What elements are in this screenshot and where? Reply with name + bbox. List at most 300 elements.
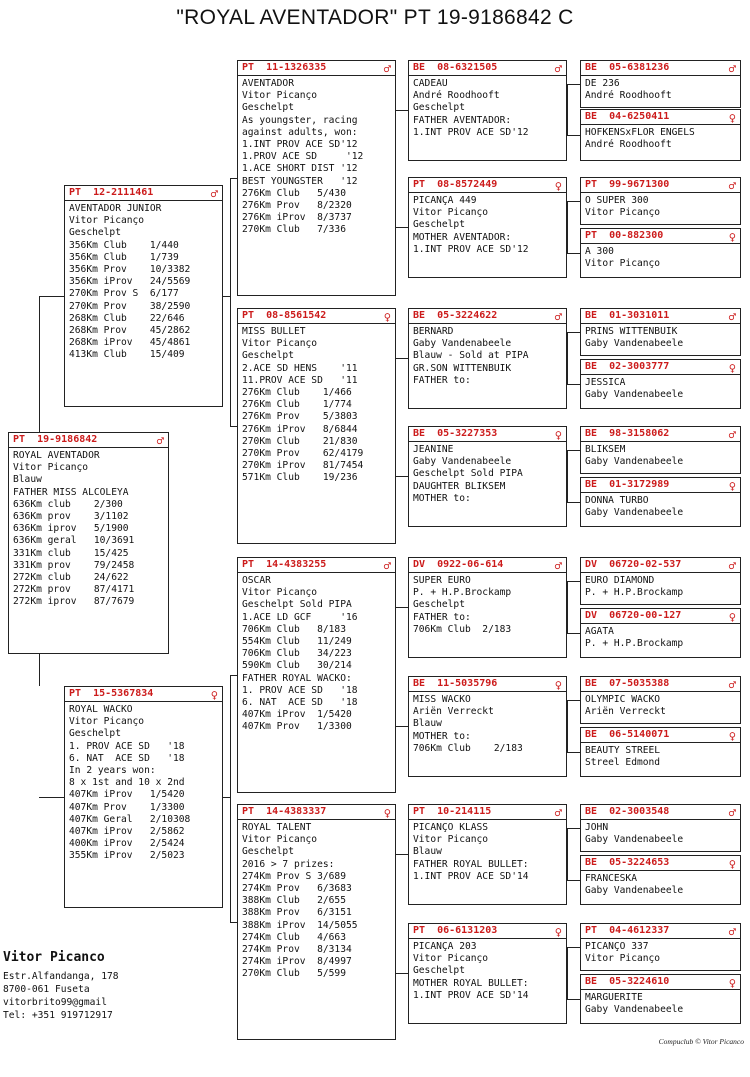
ring-number: BE 05-3227353 [413,428,498,440]
pedigree-card-mfmm [580,727,741,777]
connector-line [567,84,568,135]
ring-header [581,806,740,820]
pedigree-line: 270Km Club 21/830 [242,435,358,447]
pedigree-line: 274Km Club 4/663 [242,931,346,943]
pedigree-line: Geschelpt [69,227,121,239]
pedigree-line: Gaby Vandenabeele [585,507,684,519]
ring-header [9,434,168,448]
pedigree-card-fmff [580,308,741,356]
pedigree-line: Geschelpt [413,102,465,114]
male-icon: ♂ [728,427,736,442]
female-icon: ♀ [383,309,391,324]
pedigree-line: 1.INT PROV ACE SD'14 [413,870,529,882]
female-icon: ♀ [728,728,736,743]
male-icon: ♂ [554,309,562,324]
male-icon: ♂ [554,558,562,573]
pedigree-line: 272Km iprov 87/7679 [13,596,135,608]
pedigree-line: André Roodhooft [585,90,672,102]
connector-line [39,296,40,432]
pedigree-card-fmmf [580,426,741,474]
pedigree-card-ffm [408,177,567,278]
ring-header [581,230,740,244]
pedigree-line: 407Km Prov 1/3300 [69,801,185,813]
pedigree-line: Blauw [13,474,42,486]
ring-number: BE 05-6381236 [585,62,670,74]
pedigree-card-ffmf [580,177,741,225]
pedigree-line: 274Km Prov S 3/689 [242,870,346,882]
pedigree-line: Ariën Verreckt [585,706,666,718]
pedigree-line: 356Km Club 1/739 [69,251,179,263]
ring-number: PT 19-9186842 [13,434,98,446]
connector-line [567,135,580,136]
pedigree-line: 407Km Geral 2/10308 [69,813,191,825]
ring-number: BE 02-3003777 [585,361,670,373]
pedigree-line: Vitor Picanço [585,207,661,219]
male-icon: ♂ [554,61,562,76]
pedigree-line: 1. PROV ACE SD '18 [69,740,185,752]
connector-line [567,828,568,880]
ring-number: DV 06720-02-537 [585,559,682,571]
ring-header [409,428,566,442]
pedigree-line: FATHER to: [413,374,471,386]
pedigree-line: 276Km iProv 8/6844 [242,423,358,435]
pedigree-line: 407Km iProv 1/5420 [69,789,185,801]
pedigree-line: 400Km iProv 2/5424 [69,838,185,850]
pedigree-line: 270Km Prov 38/2590 [69,300,191,312]
ring-header [581,857,740,871]
pedigree-line: P. + H.P.Brockamp [585,638,684,650]
pedigree-line: 1.INT PROV ACE SD'14 [413,989,529,1001]
pedigree-line: 1.ACE SHORT DIST '12 [242,163,358,175]
pedigree-line: Blauw [413,846,442,858]
pigeon-name: MISS WACKO [413,694,471,705]
pedigree-line: 1. PROV ACE SD '18 [242,684,358,696]
pedigree-line: 331Km club 15/425 [13,547,129,559]
male-icon: ♂ [383,558,391,573]
female-icon: ♀ [554,427,562,442]
ring-header [409,559,566,573]
pedigree-line: 274Km Prov 6/3683 [242,883,352,895]
pedigree-line: 1.INT PROV ACE SD'12 [413,243,529,255]
pedigree-line: 1.INT PROV ACE SD'12 [413,126,529,138]
ring-number: BE 06-5140071 [585,729,670,741]
pedigree-card-mmfm [580,855,741,905]
connector-line [567,633,580,634]
ring-header [409,62,566,76]
pedigree-line: Gaby Vandenabeele [585,389,684,401]
pedigree-line: Gaby Vandenabeele [585,456,684,468]
pedigree-line: 356Km Club 1/440 [69,239,179,251]
pedigree-title: "ROYAL AVENTADOR" PT 19-9186842 C [176,6,574,29]
pedigree-line: 706Km Club 2/183 [413,742,523,754]
pedigree-line: Geschelpt [242,102,294,114]
ring-number: PT 10-214115 [413,806,492,818]
pedigree-line: 276Km Club 1/774 [242,399,352,411]
pedigree-line: André Roodhooft [413,90,500,102]
connector-line [39,797,64,798]
male-icon: ♂ [728,61,736,76]
female-icon: ♀ [554,677,562,692]
connector-line [567,332,568,384]
pedigree-line: 276Km iProv 8/3737 [242,212,352,224]
pedigree-card-mfff [580,557,741,605]
pedigree-line: MOTHER to: [413,730,471,742]
pedigree-card-fmfm [580,359,741,409]
pedigree-line: 6. NAT ACE SD '18 [242,697,358,709]
ring-header [65,187,222,201]
pigeon-name: O SUPER 300 [585,195,649,206]
pedigree-line: 270Km Club 5/599 [242,968,346,980]
connector-line [567,752,580,753]
pedigree-line: BEST YOUNGSTER '12 [242,175,358,187]
ring-header [581,62,740,76]
ring-number: PT 00-882300 [585,230,664,242]
pedigree-line: Vitor Picanço [585,953,661,965]
pedigree-line: 636Km iprov 5/1900 [13,523,129,535]
connector-line [39,296,64,297]
pedigree-line: Vitor Picanço [242,338,318,350]
pedigree-line: 356Km Prov 10/3382 [69,264,191,276]
connector-line [567,84,580,85]
pedigree-line: 388Km Club 2/655 [242,895,346,907]
connector-line [396,607,408,608]
female-icon: ♀ [728,478,736,493]
pedigree-line: 272Km prov 87/4171 [13,584,135,596]
pedigree-line: 11.PROV ACE SD '11 [242,374,358,386]
pedigree-line: 1.INT PROV ACE SD'12 [242,139,358,151]
female-icon: ♀ [728,609,736,624]
pedigree-line: FATHER MISS ALCOLEYA [13,486,129,498]
connector-line [567,947,580,948]
pedigree-line: Gaby Vandenabeele [413,338,512,350]
pedigree-card-fm [237,308,396,544]
pigeon-name: SUPER EURO [413,575,471,586]
pedigree-line: 1.PROV ACE SD '12 [242,151,364,163]
male-icon: ♂ [728,558,736,573]
female-icon: ♀ [728,856,736,871]
connector-line [567,384,580,385]
connector-line [567,201,568,253]
ring-number: BE 01-3172989 [585,479,670,491]
male-icon: ♂ [728,178,736,193]
pigeon-name: AGATA [585,626,614,637]
pigeon-name: PRINS WITTENBUIK [585,326,678,337]
pedigree-line: 268Km Prov 45/2862 [69,325,191,337]
ring-header [409,806,566,820]
pedigree-line: Geschelpt Sold PIPA [413,468,523,480]
pigeon-name: MISS BULLET [242,326,306,337]
ring-number: PT 11-1326335 [242,62,327,74]
ring-number: PT 99-9671300 [585,179,670,191]
ring-number: PT 04-4612337 [585,925,670,937]
connector-line [230,675,231,922]
connector-line [567,201,580,202]
pedigree-line: Geschelpt [413,965,465,977]
pedigree-line: GR.SON WITTENBUIK [413,362,512,374]
connector-line [567,450,568,502]
connector-line [567,581,580,582]
connector-line [396,726,408,727]
ring-header [409,179,566,193]
pedigree-line: 270Km Club 7/336 [242,224,346,236]
ring-number: PT 12-2111461 [69,187,154,199]
pedigree-card-f [64,185,223,407]
pedigree-card-mfm [408,676,567,777]
ring-number: BE 01-3031011 [585,310,670,322]
ring-header [409,310,566,324]
ring-header [581,310,740,324]
ring-number: BE 07-5035388 [585,678,670,690]
pigeon-name: A 300 [585,246,614,257]
pedigree-line: FATHER AVENTADOR: [413,114,512,126]
pigeon-name: DONNA TURBO [585,495,649,506]
connector-line [396,854,408,855]
pedigree-line: Vitor Picanço [13,462,89,474]
male-icon: ♂ [156,433,164,448]
pigeon-name: OSCAR [242,575,271,586]
pedigree-card-mfmf [580,676,741,724]
pigeon-name: DE 236 [585,78,620,89]
connector-line [567,502,580,503]
pedigree-line: 355Km iProv 2/5023 [69,850,185,862]
pedigree-line: 706Km Club 8/183 [242,623,346,635]
pedigree-line: 571Km Club 19/236 [242,472,358,484]
connector-line [396,110,408,111]
ring-header [581,479,740,493]
pedigree-card-mmmm [580,974,741,1024]
connector-line [230,426,237,427]
pedigree-card-fmf [408,308,567,409]
female-icon: ♀ [210,687,218,702]
ring-number: BE 04-6250411 [585,111,670,123]
pedigree-line: P. + H.P.Brockamp [413,587,512,599]
connector-line [223,797,230,798]
pedigree-line: Geschelpt [242,350,294,362]
ring-number: BE 98-3158062 [585,428,670,440]
ring-number: BE 05-3224653 [585,857,670,869]
male-icon: ♂ [554,805,562,820]
ring-number: DV 0922-06-614 [413,559,504,571]
pedigree-line: 706Km Club 34/223 [242,648,352,660]
ring-header [581,111,740,125]
female-icon: ♀ [383,805,391,820]
ring-header [581,361,740,375]
pedigree-card-mffm [580,608,741,658]
pigeon-name: OLYMPIC WACKO [585,694,661,705]
pedigree-line: Vitor Picanço [413,207,489,219]
pedigree-line: MOTHER ROYAL BULLET: [413,977,529,989]
ring-header [238,310,395,324]
pigeon-name: AVENTADOR [242,78,294,89]
pedigree-line: 272Km club 24/622 [13,572,129,584]
pedigree-line: 590Km Club 30/214 [242,660,352,672]
pedigree-line: 356Km iProv 24/5569 [69,276,191,288]
connector-line [230,922,237,923]
ring-header [581,976,740,990]
male-icon: ♂ [728,924,736,939]
ring-number: BE 02-3003548 [585,806,670,818]
pedigree-line: Vitor Picanço [242,90,318,102]
pedigree-card-mf [237,557,396,793]
pigeon-name: ROYAL AVENTADOR [13,450,100,461]
pedigree-line: 274Km iProv 8/4997 [242,956,352,968]
pigeon-name: ROYAL WACKO [69,704,133,715]
pedigree-line: Ariën Verreckt [413,706,494,718]
ring-header [238,806,395,820]
pedigree-line: Gaby Vandenabeele [413,456,512,468]
pedigree-line: against adults, won: [242,126,358,138]
pedigree-line: Gaby Vandenabeele [585,338,684,350]
pigeon-name: ROYAL TALENT [242,822,312,833]
pedigree-line: André Roodhooft [585,139,672,151]
breeder-email: vitorbrito99@gmail [3,997,107,1008]
pedigree-line: 2.ACE SD HENS '11 [242,362,358,374]
connector-line [396,227,408,228]
pedigree-line: In 2 years won: [69,765,156,777]
pedigree-card-mmf [408,804,567,905]
pedigree-line: Blauw - Sold at PIPA [413,350,529,362]
pedigree-line: FATHER ROYAL WACKO: [242,672,352,684]
ring-number: BE 05-3224610 [585,976,670,988]
connector-line [567,700,580,701]
female-icon: ♀ [728,110,736,125]
ring-header [581,678,740,692]
pigeon-name: JESSICA [585,377,626,388]
ring-number: PT 14-4383255 [242,559,327,571]
female-icon: ♀ [728,229,736,244]
pedigree-line: Vitor Picanço [242,834,318,846]
pedigree-line: 274Km Prov 8/3134 [242,944,352,956]
connector-line [567,947,568,999]
pigeon-name: PICANÇA 449 [413,195,477,206]
connector-line [396,973,408,974]
pedigree-line: 554Km Club 11/249 [242,636,352,648]
male-icon: ♂ [210,186,218,201]
breeder-info [3,950,119,1022]
pedigree-line: As youngster, racing [242,114,358,126]
pedigree-line: Vitor Picanço [413,834,489,846]
ring-number: BE 08-6321505 [413,62,498,74]
connector-line [39,654,40,686]
pedigree-line: 2016 > 7 prizes: [242,858,335,870]
female-icon: ♀ [728,360,736,375]
pedigree-line: 268Km Club 22/646 [69,312,185,324]
ring-number: DV 06720-00-127 [585,610,682,622]
pedigree-card-fmmm [580,477,741,527]
pedigree-line: Vitor Picanço [413,953,489,965]
pedigree-line: Geschelpt [242,846,294,858]
pedigree-line: 388Km iProv 14/5055 [242,919,358,931]
pedigree-line: Vitor Picanço [242,587,318,599]
pigeon-name: BEAUTY STREEL [585,745,661,756]
connector-line [396,358,408,359]
pigeon-name: PICANÇA 203 [413,941,477,952]
ring-number: PT 06-6131203 [413,925,498,937]
pedigree-line: 636Km geral 10/3691 [13,535,135,547]
connector-line [567,581,568,633]
pedigree-line: Vitor Picanço [585,258,661,270]
pedigree-line: Gaby Vandenabeele [585,885,684,897]
pedigree-line: 407Km iProv 1/5420 [242,709,352,721]
connector-line [567,700,568,752]
ring-number: PT 08-8561542 [242,310,327,322]
pedigree-line: DAUGHTER BLIKSEM [413,480,506,492]
pedigree-line: Geschelpt [413,219,465,231]
pedigree-line: MOTHER AVENTADOR: [413,231,512,243]
ring-number: PT 15-5367834 [69,688,154,700]
ring-header [65,688,222,702]
breeder-address: Estr.Alfandanga, 178 [3,971,119,982]
ring-number: BE 11-5035796 [413,678,498,690]
connector-line [567,253,580,254]
pedigree-card-ffmm [580,228,741,278]
pedigree-line: FATHER ROYAL BULLET: [413,858,529,870]
pedigree-line: 276Km Prov 8/2320 [242,200,352,212]
ring-number: BE 05-3224622 [413,310,498,322]
pedigree-card-fffm [580,109,741,161]
pigeon-name: EURO DIAMOND [585,575,655,586]
pedigree-line: P. + H.P.Brockamp [585,587,684,599]
ring-header [581,925,740,939]
pedigree-card-mff [408,557,567,658]
pigeon-name: HOFKENSxFLOR ENGELS [585,127,695,138]
pigeon-name: JEANINE [413,444,454,455]
female-icon: ♀ [554,178,562,193]
ring-header [581,428,740,442]
pedigree-line: Vitor Picanço [69,716,145,728]
footer-credit: Compuclub © Vitor Picanco [658,1037,744,1046]
pedigree-line: 636Km prov 3/1102 [13,511,129,523]
pigeon-name: PICANÇO KLASS [413,822,489,833]
connector-line [567,332,580,333]
pedigree-line: 6. NAT ACE SD '18 [69,752,185,764]
connector-line [230,178,231,426]
pedigree-line: 407Km iProv 2/5862 [69,826,185,838]
pigeon-name: PICANÇO 337 [585,941,649,952]
ring-header [581,729,740,743]
connector-line [230,178,237,179]
pedigree-line: 413Km Club 15/409 [69,349,185,361]
pedigree-card-mmm [408,923,567,1024]
pedigree-line: 636Km club 2/300 [13,498,123,510]
connector-line [230,675,237,676]
pedigree-line: 706Km Club 2/183 [413,623,512,635]
pedigree-card-fmm [408,426,567,527]
female-icon: ♀ [728,975,736,990]
pigeon-name: MARGUERITE [585,992,643,1003]
pedigree-line: Gaby Vandenabeele [585,1004,684,1016]
pedigree-line: 1.ACE LD GCF '16 [242,611,358,623]
pedigree-card-fff [408,60,567,161]
ring-header [581,610,740,624]
pedigree-line: 8 x 1st and 10 x 2nd [69,777,185,789]
pigeon-name: CADEAU [413,78,448,89]
pedigree-line: 276Km Club 5/430 [242,187,346,199]
pedigree-line: 268Km iProv 45/4861 [69,337,191,349]
connector-line [396,476,408,477]
pedigree-line: MOTHER to: [413,492,471,504]
pedigree-line: 388Km Prov 6/3151 [242,907,352,919]
pigeon-name: FRANCESKA [585,873,637,884]
pedigree-line: Vitor Picanço [69,215,145,227]
male-icon: ♂ [383,61,391,76]
pedigree-line: 270Km Prov 62/4179 [242,448,364,460]
pedigree-card-ffff [580,60,741,108]
connector-line [567,880,580,881]
pigeon-name: BLIKSEM [585,444,626,455]
male-icon: ♂ [728,805,736,820]
pedigree-card-mmmf [580,923,741,971]
